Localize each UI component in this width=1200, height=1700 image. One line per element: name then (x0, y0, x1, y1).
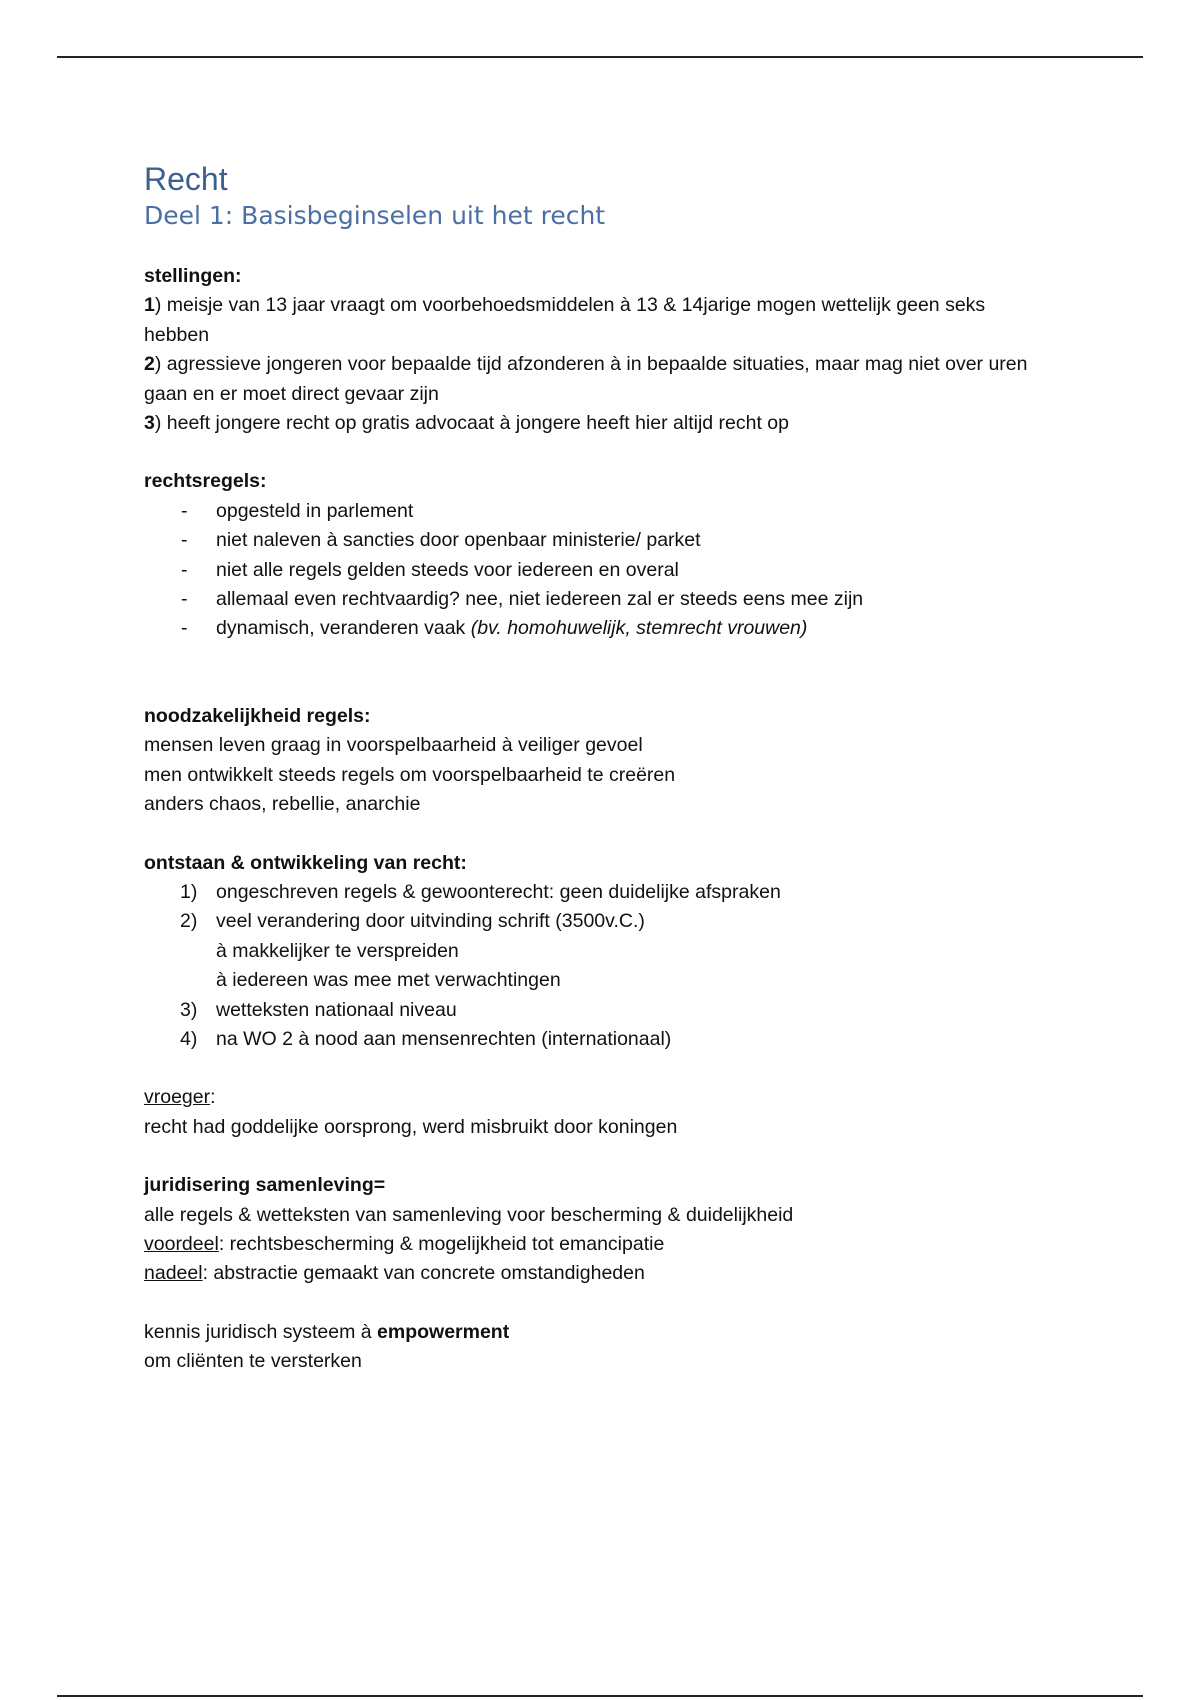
section-heading-noodzakelijkheid: noodzakelijkheid regels: (144, 704, 371, 727)
list-item: - niet naleven à sancties door openbaar ministerie/ parket (181, 529, 701, 552)
kennis-line: kennis juridisch systeem à empowerment (144, 1320, 510, 1343)
text-line: anders chaos, rebellie, anarchie (144, 793, 421, 816)
section-heading-vroeger: vroeger: (144, 1086, 216, 1109)
list-item: 4) na WO 2 à nood aan mensenrechten (internationaal) (180, 1027, 672, 1050)
nadeel-line: nadeel: abstractie gemaakt van concrete omstandigheden (144, 1262, 645, 1285)
voordeel-line: voordeel: rechtsbescherming & mogelijkheid tot emancipatie (144, 1232, 665, 1255)
section-heading-ontstaan: ontstaan & ontwikkeling van recht: (144, 851, 467, 874)
text-line: à makkelijker te verspreiden (216, 939, 459, 962)
text-line: à iedereen was mee met verwachtingen (216, 969, 561, 992)
document-title: Recht (144, 161, 228, 197)
section-heading-rechtsregels: rechtsregels: (144, 470, 267, 493)
text-line: men ontwikkelt steeds regels om voorspelbaarheid te creëren (144, 763, 676, 786)
list-item: 1) ongeschreven regels & gewoonterecht: geen duidelijke afspraken (180, 880, 781, 903)
text-line: recht had goddelijke oorsprong, werd misbruikt door koningen (144, 1115, 678, 1138)
document-subtitle: Deel 1: Basisbeginselen uit het recht (144, 201, 606, 230)
list-item: - opgesteld in parlement (181, 499, 414, 522)
list-item: 2) veel verandering door uitvinding schrift (3500v.C.) (180, 910, 645, 933)
stelling-2: 2) agressieve jongeren voor bepaalde tijd afzonderen à in bepaalde situaties, maar mag niet over uren gaan en er moet direct gevaar zijn (144, 353, 1028, 405)
ontstaan-list (144, 878, 1044, 937)
stelling-1: 1) meisje van 13 jaar vraagt om voorbehoedsmiddelen à 13 & 14jarige mogen wettelijk geen seks hebben (144, 294, 986, 346)
list-item: - allemaal even rechtvaardig? nee, niet iedereen zal er steeds eens mee zijn (181, 588, 864, 611)
list-item: - niet alle regels gelden steeds voor iedereen en overal (181, 558, 679, 581)
header-rule (57, 56, 1143, 58)
list-item: 3) wetteksten nationaal niveau (180, 998, 457, 1021)
list-item: - dynamisch, veranderen vaak (bv. homohuwelijk, stemrecht vrouwen) (181, 617, 808, 640)
text-line: alle regels & wetteksten van samenleving voor bescherming & duidelijkheid (144, 1203, 794, 1226)
section-heading-juridisering: juridisering samenleving= (144, 1174, 386, 1197)
footer-rule (57, 1695, 1143, 1697)
stelling-3: 3) heeft jongere recht op gratis advocaat à jongere heeft hier altijd recht op (144, 412, 789, 435)
ontstaan-list-continued (144, 996, 1044, 1055)
section-heading-stellingen: stellingen: (144, 265, 242, 287)
text-line: om cliënten te versterken (144, 1350, 362, 1373)
text-line: mensen leven graag in voorspelbaarheid à veiliger gevoel (144, 734, 643, 757)
rechtsregels-list (144, 497, 1044, 644)
document-body (144, 160, 1044, 1377)
